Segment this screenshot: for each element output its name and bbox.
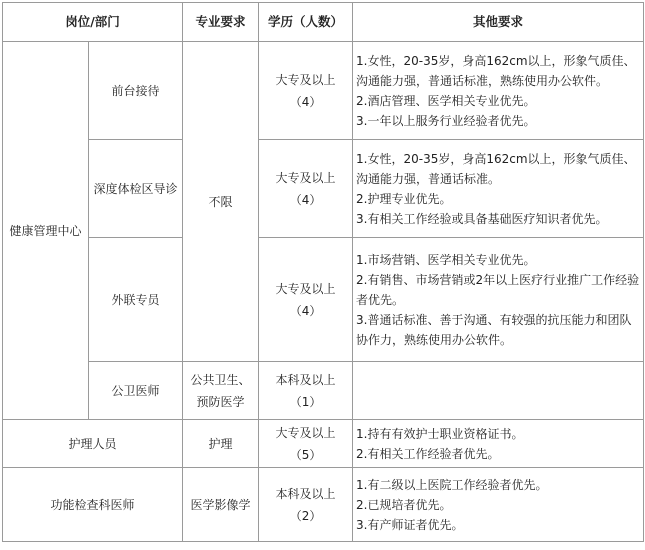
education-count: （4） <box>289 303 322 318</box>
position-cell: 功能检查科医师 <box>3 468 183 542</box>
other-requirements <box>353 42 644 140</box>
table-header-row <box>3 3 644 42</box>
requirement-item: 2.有相关工作经验者优先。 <box>356 446 500 461</box>
requirement-item: 2.已规培者优先。 <box>356 497 452 512</box>
table-row <box>3 362 644 420</box>
education-level: 大专及以上 <box>275 281 336 296</box>
education-cell <box>259 468 353 542</box>
major-cell <box>183 362 259 420</box>
requirement-item: 1.女性，20-35岁，身高162cm以上，形象气质佳、沟通能力强，普通话标准，熟练使用办公软件。 <box>356 53 636 88</box>
education-count: （4） <box>289 192 322 207</box>
education-cell <box>259 420 353 468</box>
position-cell: 外联专员 <box>89 238 183 362</box>
education-count: （4） <box>289 94 322 109</box>
major-cell: 不限 <box>183 42 259 362</box>
requirement-item: 2.有销售、市场营销或2年以上医疗行业推广工作经验者优先。 <box>356 272 640 307</box>
major-line: 公共卫生、 <box>190 372 251 387</box>
education-count: （5） <box>289 447 322 462</box>
table-row <box>3 42 644 140</box>
other-requirements <box>353 420 644 468</box>
table-row <box>3 238 644 362</box>
header-major: 专业要求 <box>183 3 259 42</box>
requirement-item: 2.护理专业优先。 <box>356 191 452 206</box>
requirement-item: 3.普通话标准、善于沟通、有较强的抗压能力和团队协作力，熟练使用办公软件。 <box>356 312 632 347</box>
major-cell: 护理 <box>183 420 259 468</box>
education-level: 大专及以上 <box>275 72 336 87</box>
position-cell: 护理人员 <box>3 420 183 468</box>
education-cell <box>259 42 353 140</box>
education-count: （2） <box>289 508 322 523</box>
other-requirements <box>353 362 644 420</box>
other-requirements <box>353 238 644 362</box>
education-level: 大专及以上 <box>275 170 336 185</box>
table-row <box>3 140 644 238</box>
requirement-item: 1.有二级以上医院工作经验者优先。 <box>356 477 548 492</box>
major-line: 预防医学 <box>196 394 245 409</box>
education-level: 本科及以上 <box>275 486 336 501</box>
education-level: 本科及以上 <box>275 372 336 387</box>
position-cell: 前台接待 <box>89 42 183 140</box>
position-cell: 深度体检区导诊 <box>89 140 183 238</box>
requirement-item: 1.持有有效护士职业资格证书。 <box>356 426 524 441</box>
education-cell <box>259 362 353 420</box>
position-cell: 公卫医师 <box>89 362 183 420</box>
education-count: （1） <box>289 394 322 409</box>
education-cell <box>259 140 353 238</box>
requirement-item: 3.有相关工作经验或具备基础医疗知识者优先。 <box>356 211 608 226</box>
header-other: 其他要求 <box>353 3 644 42</box>
other-requirements <box>353 468 644 542</box>
header-education: 学历（人数） <box>259 3 353 42</box>
other-requirements <box>353 140 644 238</box>
requirement-item: 1.女性，20-35岁，身高162cm以上，形象气质佳、沟通能力强，普通话标准。 <box>356 151 636 186</box>
recruitment-table <box>2 2 644 542</box>
education-cell <box>259 238 353 362</box>
requirement-item: 3.一年以上服务行业经验者优先。 <box>356 113 536 128</box>
education-level: 大专及以上 <box>275 425 336 440</box>
table-row <box>3 420 644 468</box>
table-row <box>3 468 644 542</box>
requirement-item: 3.有产师证者优先。 <box>356 517 464 532</box>
requirement-item: 2.酒店管理、医学相关专业优先。 <box>356 93 536 108</box>
requirement-item: 1.市场营销、医学相关专业优先。 <box>356 252 536 267</box>
major-cell: 医学影像学 <box>183 468 259 542</box>
header-position: 岗位/部门 <box>3 3 183 42</box>
group-health-center: 健康管理中心 <box>3 42 89 420</box>
